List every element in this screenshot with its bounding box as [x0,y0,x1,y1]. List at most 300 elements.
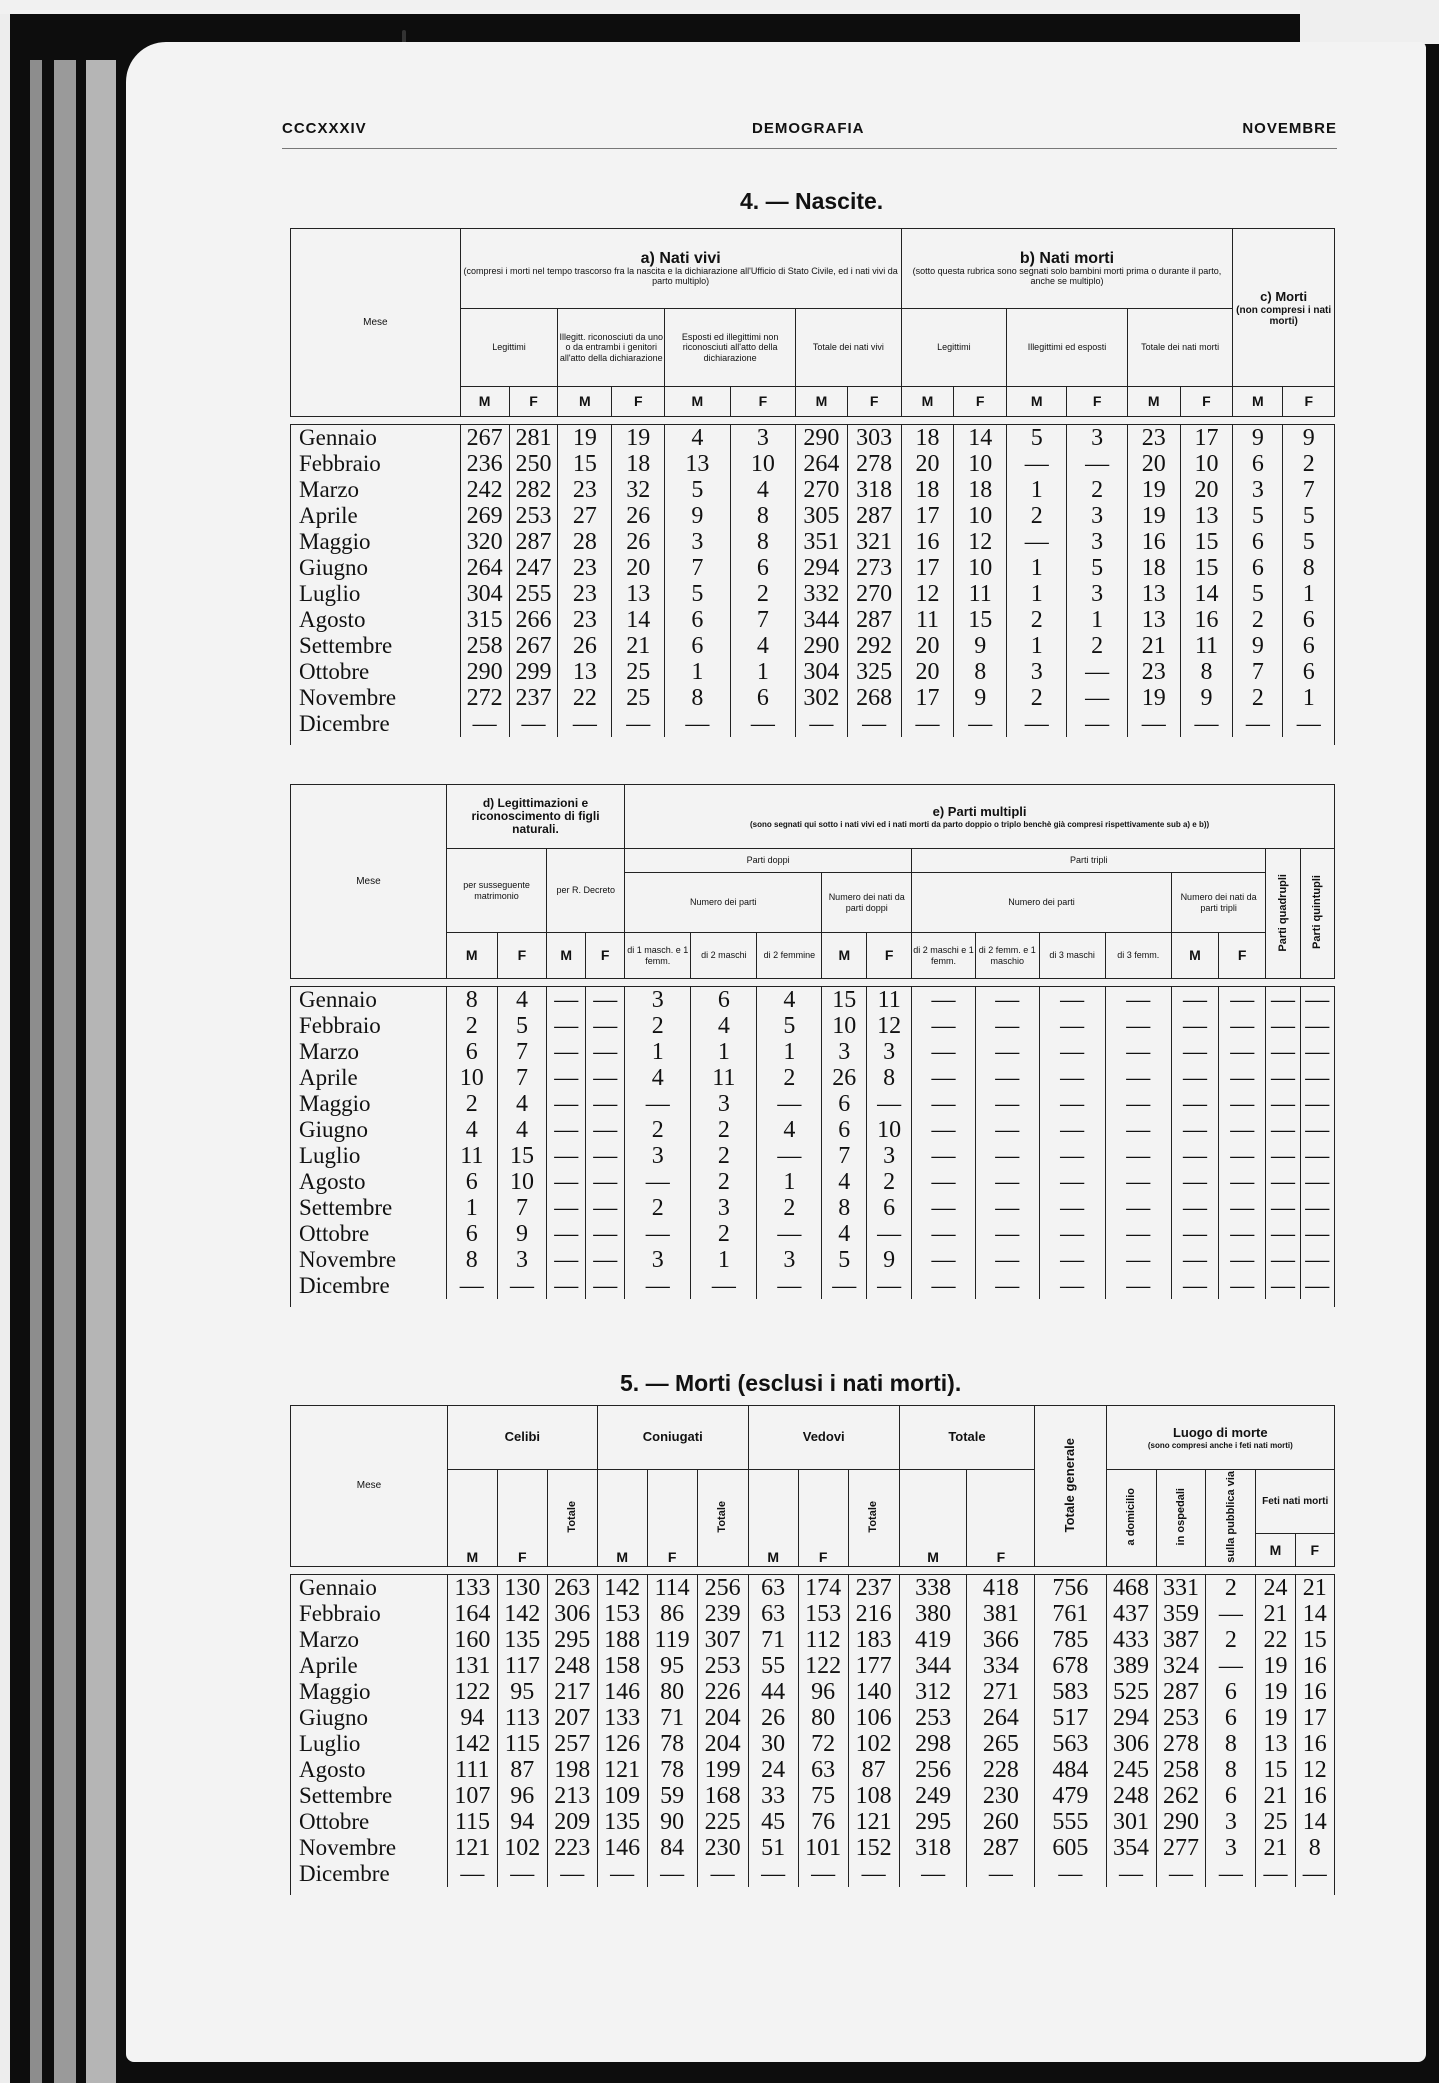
value-cell: 158 [597,1653,647,1679]
value-cell: 264 [460,555,509,581]
nati-morti-title: b) Nati morti [1019,249,1115,267]
value-cell: 287 [1156,1679,1206,1705]
nati-morti-note: (sotto questa rubrica sono segnati solo bambini morti prima o durante il parto, anche se multiplo) [912,266,1222,287]
value-cell: — [1007,451,1067,477]
value-cell: 121 [848,1809,899,1835]
header-b-illegittimi: Illegittimi ed esposti [1007,309,1128,387]
value-cell: 8 [822,1195,867,1221]
value-cell: 7 [730,607,796,633]
value-cell: — [1039,1013,1105,1039]
value-cell: 242 [460,477,509,503]
value-cell: 3 [867,1143,912,1169]
value-cell: — [446,1273,497,1299]
table-row [291,1809,1335,1835]
value-cell: 344 [796,607,847,633]
value-cell: — [901,711,954,737]
value-cell: 204 [697,1731,748,1757]
header-mese: Mese [291,785,447,979]
header-coniugati: Coniugati [597,1406,748,1470]
value-cell: — [912,987,976,1014]
header-quintupli [1300,849,1334,979]
value-cell: 146 [597,1835,647,1861]
header-nati-tripli: Numero dei nati da parti tripli [1171,873,1265,933]
value-cell: — [822,1273,867,1299]
value-cell: 8 [446,1247,497,1273]
value-cell: 237 [509,685,558,711]
value-cell: 255 [509,581,558,607]
value-cell: 26 [612,529,665,555]
value-cell: 287 [847,503,901,529]
header-2m: di 2 maschi [691,933,757,979]
value-cell: 16 [1295,1731,1334,1757]
value-cell: 1 [1007,633,1067,659]
value-cell: 1 [1283,581,1335,607]
value-cell: 25 [612,659,665,685]
value-cell: — [975,1039,1039,1065]
value-cell: — [1067,711,1127,737]
value-cell: 2 [1233,685,1283,711]
table-row [291,633,1335,659]
value-cell: — [1295,1861,1334,1887]
table-bottom-gap [291,1299,1335,1307]
value-cell: 4 [497,987,547,1014]
value-cell: 258 [460,633,509,659]
header-mese: Mese [291,1406,448,1567]
value-cell: 248 [547,1653,597,1679]
value-cell: — [975,1221,1039,1247]
month-cell: Luglio [291,1731,448,1757]
value-cell: 6 [691,987,757,1014]
value-cell: — [967,1861,1035,1887]
header-2f1m: di 2 femm. e 1 maschio [975,933,1039,979]
value-cell: 4 [822,1169,867,1195]
value-cell: 102 [848,1731,899,1757]
sex-m: M [447,1470,497,1567]
table-row [291,711,1335,737]
value-cell: — [1007,529,1067,555]
quintupli-label: Parti quintupli [1310,875,1323,950]
value-cell: 332 [796,581,847,607]
header-celibi: Celibi [447,1406,597,1470]
value-cell: 3 [625,1247,691,1273]
value-cell: — [547,1247,586,1273]
month-cell: Dicembre [291,711,461,737]
value-cell: — [1105,1117,1171,1143]
sex-f: F [1295,1533,1334,1566]
value-cell: — [912,1273,976,1299]
header-totale-generale [1035,1406,1106,1567]
table-row [291,1731,1335,1757]
sex-and-type-header-row [291,933,1335,979]
table-row [291,1835,1335,1861]
sex-m: M [899,1470,967,1567]
value-cell: 267 [460,425,509,452]
value-cell: 80 [647,1679,697,1705]
table-row [291,1013,1335,1039]
value-cell: 5 [757,1013,822,1039]
value-cell: — [1171,1195,1218,1221]
value-cell: 8 [1283,555,1335,581]
value-cell: 563 [1035,1731,1106,1757]
morti-title: c) Morti [1260,288,1308,304]
value-cell: 301 [1106,1809,1156,1835]
value-cell: 294 [1106,1705,1156,1731]
sex-m: M [1127,387,1180,417]
value-cell: 2 [1067,633,1127,659]
value-cell: 142 [597,1575,647,1602]
value-cell: 109 [597,1783,647,1809]
value-cell: 2 [1233,607,1283,633]
value-cell: 2 [1206,1627,1256,1653]
value-cell: 304 [460,581,509,607]
value-cell: 5 [1283,503,1335,529]
value-cell: 10 [954,451,1007,477]
value-cell: — [899,1861,967,1887]
month-cell: Aprile [291,503,461,529]
value-cell: — [1171,1143,1218,1169]
value-cell: 230 [967,1783,1035,1809]
value-cell: 295 [899,1809,967,1835]
value-cell: — [1233,711,1283,737]
value-cell: 6 [1206,1783,1256,1809]
value-cell: — [912,1143,976,1169]
value-cell: 785 [1035,1627,1106,1653]
value-cell: 94 [497,1809,547,1835]
sex-m: M [597,1470,647,1567]
value-cell: 307 [697,1627,748,1653]
value-cell: 5 [1067,555,1127,581]
value-cell: 21 [1256,1601,1295,1627]
value-cell: 6 [665,633,731,659]
value-cell: 5 [822,1247,867,1273]
value-cell: — [1206,1601,1256,1627]
value-cell: 281 [509,425,558,452]
value-cell: — [1067,451,1127,477]
value-cell: 15 [1180,529,1233,555]
month-cell: Ottobre [291,1809,448,1835]
header-rule [282,148,1337,149]
value-cell: 15 [1256,1757,1295,1783]
value-cell: 10 [730,451,796,477]
value-cell: 13 [665,451,731,477]
value-cell: — [1300,1169,1334,1195]
sex-m: M [901,387,954,417]
value-cell: 121 [597,1757,647,1783]
value-cell: 3 [730,425,796,452]
pubblica-via-label: sulla pubblica via [1224,1471,1237,1563]
value-cell: — [975,1143,1039,1169]
value-cell: — [1266,1195,1300,1221]
value-cell: 59 [647,1783,697,1809]
value-cell: 9 [1283,425,1335,452]
value-cell: 9 [954,633,1007,659]
value-cell: — [1171,1247,1218,1273]
value-cell: 111 [447,1757,497,1783]
totale-label: Totale [565,1501,578,1533]
value-cell: 23 [558,555,612,581]
value-cell: — [1171,1169,1218,1195]
value-cell: 17 [1180,425,1233,452]
value-cell: 9 [954,685,1007,711]
value-cell: 13 [1256,1731,1295,1757]
value-cell: — [1219,1117,1266,1143]
value-cell: 334 [967,1653,1035,1679]
value-cell: — [867,1221,912,1247]
value-cell: 354 [1106,1835,1156,1861]
value-cell: — [1039,1273,1105,1299]
value-cell: — [1219,1013,1266,1039]
value-cell: — [1266,1143,1300,1169]
value-cell: 23 [1127,659,1180,685]
value-cell: 338 [899,1575,967,1602]
value-cell: 2 [1283,451,1335,477]
value-cell: — [1127,711,1180,737]
value-cell: — [1035,1861,1106,1887]
value-cell: — [975,1195,1039,1221]
value-cell: 1 [757,1169,822,1195]
value-cell: 1 [730,659,796,685]
value-cell: 2 [625,1013,691,1039]
table-row [291,1627,1335,1653]
value-cell: 15 [954,607,1007,633]
value-cell: 3 [497,1247,547,1273]
value-cell: — [1300,987,1334,1014]
value-cell: — [625,1169,691,1195]
value-cell: 6 [1206,1705,1256,1731]
value-cell: — [547,1143,586,1169]
value-cell: 6 [446,1039,497,1065]
nati-vivi-note: (compresi i morti nel tempo trascorso fra la nascita e la dichiarazione all'Ufficio di Stato Civile, ed i nati vivi da parto multiplo) [463,266,898,287]
month-cell: Settembre [291,1195,447,1221]
totale-generale-label: Totale generale [1061,1437,1077,1533]
value-cell: — [586,1169,625,1195]
value-cell: 270 [796,477,847,503]
luogo-title: Luogo di morte [1172,1425,1268,1441]
value-cell: — [1105,1247,1171,1273]
value-cell: 2 [757,1195,822,1221]
parti-multipli-note: (sono segnati qui sotto i nati vivi ed i nati morti da parto doppio o triplo benchè già compresi rispettivamente sub a) e b)) [750,819,1210,829]
value-cell: 21 [1256,1783,1295,1809]
value-cell: 290 [796,633,847,659]
value-cell: 306 [1106,1731,1156,1757]
value-cell: — [757,1273,822,1299]
value-cell: 32 [612,477,665,503]
value-cell: 122 [798,1653,848,1679]
value-cell: 94 [447,1705,497,1731]
value-cell: 344 [899,1653,967,1679]
value-cell: 287 [847,607,901,633]
table-row [291,1065,1335,1091]
value-cell: 4 [665,425,731,452]
value-cell: 433 [1106,1627,1156,1653]
value-cell: 3 [625,1143,691,1169]
value-cell: — [612,711,665,737]
value-cell: 3 [665,529,731,555]
value-cell: — [558,711,612,737]
value-cell: 6 [1233,451,1283,477]
value-cell: 19 [612,425,665,452]
value-cell: 263 [547,1575,597,1602]
value-cell: — [1171,1013,1218,1039]
value-cell: — [1039,1091,1105,1117]
sex-f: F [647,1470,697,1567]
value-cell: 6 [822,1091,867,1117]
value-cell: — [1106,1861,1156,1887]
value-cell: 277 [1156,1835,1206,1861]
value-cell: 2 [691,1143,757,1169]
value-cell: 45 [748,1809,798,1835]
header-totale-celibi [547,1470,597,1567]
value-cell: 7 [1233,659,1283,685]
month-cell: Giugno [291,1117,447,1143]
value-cell: 2 [691,1169,757,1195]
value-cell: — [1039,1169,1105,1195]
value-cell: 7 [497,1065,547,1091]
value-cell: 23 [558,477,612,503]
table-row [291,529,1335,555]
header-totale-coniugati [697,1470,748,1567]
value-cell: 9 [1180,685,1233,711]
value-cell: 8 [665,685,731,711]
value-cell: 6 [1233,529,1283,555]
value-cell: 18 [1127,555,1180,581]
value-cell: 12 [867,1013,912,1039]
value-cell: 2 [625,1117,691,1143]
value-cell: 1 [1067,607,1127,633]
value-cell: 6 [730,685,796,711]
value-cell: 320 [460,529,509,555]
value-cell: 207 [547,1705,597,1731]
sex-f: F [847,387,901,417]
table-row [291,1247,1335,1273]
value-cell: — [1219,1039,1266,1065]
value-cell: 5 [665,477,731,503]
value-cell: — [1219,1221,1266,1247]
value-cell: — [975,1273,1039,1299]
table-row [291,1273,1335,1299]
value-cell: — [1219,1065,1266,1091]
value-cell: 90 [647,1809,697,1835]
value-cell: 605 [1035,1835,1106,1861]
value-cell: — [586,1143,625,1169]
value-cell: 4 [625,1065,691,1091]
value-cell: — [1266,1039,1300,1065]
value-cell: 272 [460,685,509,711]
value-cell: 8 [446,987,497,1014]
header-decreto: per R. Decreto [547,849,625,933]
month-cell: Giugno [291,1705,448,1731]
value-cell: 230 [697,1835,748,1861]
value-cell: 13 [1180,503,1233,529]
table-row [291,451,1335,477]
value-cell: 6 [730,555,796,581]
value-cell: — [1300,1013,1334,1039]
value-cell: 3 [1067,529,1127,555]
value-cell: 1 [665,659,731,685]
value-cell: 20 [1127,451,1180,477]
table-row [291,1757,1335,1783]
month-cell: Febbraio [291,1601,448,1627]
value-cell: 2 [1067,477,1127,503]
value-cell: 10 [954,555,1007,581]
value-cell: 3 [1007,659,1067,685]
value-cell: 290 [1156,1809,1206,1835]
header-quadrupli [1266,849,1300,979]
value-cell: — [547,1195,586,1221]
value-cell: — [1300,1065,1334,1091]
value-cell: — [1105,1013,1171,1039]
value-cell: 23 [1127,425,1180,452]
value-cell: 2 [446,1013,497,1039]
value-cell: 278 [1156,1731,1206,1757]
month-cell: Marzo [291,477,461,503]
sex-m: M [796,387,847,417]
table-row [291,1117,1335,1143]
table-row [291,503,1335,529]
value-cell: 1 [1283,685,1335,711]
value-cell: 6 [867,1195,912,1221]
page-edge-band [54,60,76,2083]
value-cell: 16 [1180,607,1233,633]
value-cell: 20 [612,555,665,581]
value-cell: 290 [796,425,847,452]
header-parti-doppi: Parti doppi [625,849,912,873]
value-cell: — [1039,987,1105,1014]
value-cell: 44 [748,1679,798,1705]
value-cell: — [1039,1195,1105,1221]
value-cell: — [497,1861,547,1887]
header-2m1f: di 2 maschi e 1 femm. [912,933,976,979]
value-cell: — [586,1091,625,1117]
value-cell: 517 [1035,1705,1106,1731]
value-cell: 303 [847,425,901,452]
value-cell: 287 [967,1835,1035,1861]
value-cell: 135 [497,1627,547,1653]
value-cell: — [497,1273,547,1299]
value-cell: 15 [1180,555,1233,581]
value-cell: 15 [497,1143,547,1169]
value-cell: 7 [665,555,731,581]
value-cell: 14 [1295,1601,1334,1627]
value-cell: 761 [1035,1601,1106,1627]
value-cell: — [912,1013,976,1039]
value-cell: 199 [697,1757,748,1783]
table-row [291,1783,1335,1809]
value-cell: 9 [665,503,731,529]
value-cell: — [547,1273,586,1299]
sex-m: M [1007,387,1067,417]
header-vedovi: Vedovi [748,1406,899,1470]
value-cell: — [547,1117,586,1143]
value-cell: 26 [558,633,612,659]
table-bottom-gap [291,737,1335,745]
value-cell: 113 [497,1705,547,1731]
deaths-body [291,1575,1335,1896]
value-cell: 16 [1295,1679,1334,1705]
value-cell: 479 [1035,1783,1106,1809]
value-cell: 5 [1007,425,1067,452]
value-cell: 2 [625,1195,691,1221]
header-3m: di 3 maschi [1039,933,1105,979]
value-cell: — [1219,1247,1266,1273]
value-cell: — [586,1273,625,1299]
value-cell: 21 [1295,1575,1334,1602]
value-cell: — [847,711,901,737]
value-cell: 266 [509,607,558,633]
table-row [291,1143,1335,1169]
value-cell: — [1039,1117,1105,1143]
header-nati-doppi: Numero dei nati da parti doppi [822,873,912,933]
